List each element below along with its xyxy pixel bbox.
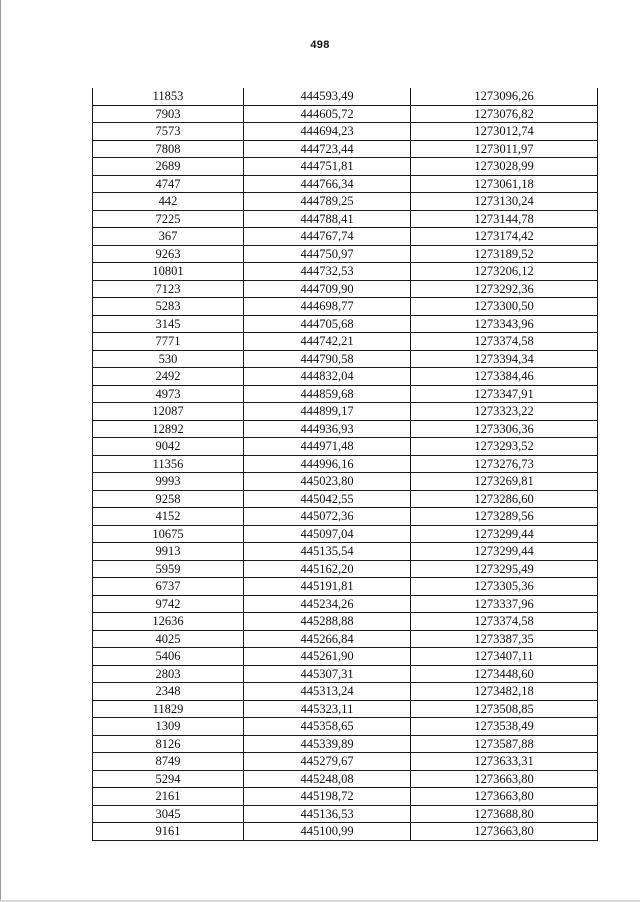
x-coordinate-cell: 444766,34: [244, 175, 411, 193]
point-number-cell: 9993: [93, 473, 244, 491]
point-number-cell: 11829: [93, 700, 244, 718]
point-number-cell: 2348: [93, 683, 244, 701]
x-coordinate-cell: 445042,55: [244, 490, 411, 508]
x-coordinate-cell: 445307,31: [244, 665, 411, 683]
y-coordinate-cell: 1273323,22: [411, 403, 598, 421]
table-row: [93, 88, 598, 105]
y-coordinate-cell: 1273269,81: [411, 473, 598, 491]
y-coordinate-cell: 1273144,78: [411, 210, 598, 228]
table-row: [93, 473, 598, 491]
table-row: [93, 140, 598, 158]
point-number-cell: 442: [93, 193, 244, 211]
y-coordinate-cell: 1273286,60: [411, 490, 598, 508]
table-row: [93, 350, 598, 368]
y-coordinate-cell: 1273384,46: [411, 368, 598, 386]
x-coordinate-cell: 444789,25: [244, 193, 411, 211]
point-number-cell: 9913: [93, 543, 244, 561]
y-coordinate-cell: 1273688,80: [411, 805, 598, 823]
y-coordinate-cell: 1273293,52: [411, 438, 598, 456]
table-row: [93, 770, 598, 788]
y-coordinate-cell: 1273343,96: [411, 315, 598, 333]
point-number-cell: 4025: [93, 630, 244, 648]
table-row: [93, 700, 598, 718]
point-number-cell: 8126: [93, 735, 244, 753]
page-number: 498: [310, 39, 330, 51]
table-row: [93, 368, 598, 386]
point-number-cell: 10675: [93, 525, 244, 543]
x-coordinate-cell: 444996,16: [244, 455, 411, 473]
y-coordinate-cell: 1273276,73: [411, 455, 598, 473]
x-coordinate-cell: 445248,08: [244, 770, 411, 788]
table-row: [93, 298, 598, 316]
table-row: [93, 403, 598, 421]
x-coordinate-cell: 444859,68: [244, 385, 411, 403]
y-coordinate-cell: 1273663,80: [411, 823, 598, 841]
table-row: [93, 823, 598, 841]
table-row: [93, 788, 598, 806]
point-number-cell: 12087: [93, 403, 244, 421]
x-coordinate-cell: 445135,54: [244, 543, 411, 561]
x-coordinate-cell: 445261,90: [244, 648, 411, 666]
table-row: [93, 630, 598, 648]
table-row: [93, 245, 598, 263]
point-number-cell: 9742: [93, 595, 244, 613]
y-coordinate-cell: 1273305,36: [411, 578, 598, 596]
y-coordinate-cell: 1273508,85: [411, 700, 598, 718]
table-row: [93, 333, 598, 351]
table-row: [93, 455, 598, 473]
x-coordinate-cell: 444698,77: [244, 298, 411, 316]
point-number-cell: 5283: [93, 298, 244, 316]
y-coordinate-cell: 1273130,24: [411, 193, 598, 211]
y-coordinate-cell: 1273337,96: [411, 595, 598, 613]
point-number-cell: 2161: [93, 788, 244, 806]
y-coordinate-cell: 1273299,44: [411, 525, 598, 543]
coordinates-table-body: [93, 88, 598, 840]
y-coordinate-cell: 1273538,49: [411, 718, 598, 736]
x-coordinate-cell: 444971,48: [244, 438, 411, 456]
x-coordinate-cell: 445313,24: [244, 683, 411, 701]
table-row: [93, 753, 598, 771]
point-number-cell: 9263: [93, 245, 244, 263]
y-coordinate-cell: 1273174,42: [411, 228, 598, 246]
x-coordinate-cell: 445288,88: [244, 613, 411, 631]
table-row: [93, 123, 598, 141]
y-coordinate-cell: 1273587,88: [411, 735, 598, 753]
x-coordinate-cell: 444790,58: [244, 350, 411, 368]
x-coordinate-cell: 445136,53: [244, 805, 411, 823]
x-coordinate-cell: 444936,93: [244, 420, 411, 438]
x-coordinate-cell: 444742,21: [244, 333, 411, 351]
x-coordinate-cell: 445323,11: [244, 700, 411, 718]
y-coordinate-cell: 1273482,18: [411, 683, 598, 701]
table-row: [93, 735, 598, 753]
x-coordinate-cell: 444750,97: [244, 245, 411, 263]
point-number-cell: 11356: [93, 455, 244, 473]
y-coordinate-cell: 1273387,35: [411, 630, 598, 648]
y-coordinate-cell: 1273374,58: [411, 333, 598, 351]
table-row: [93, 438, 598, 456]
y-coordinate-cell: 1273295,49: [411, 560, 598, 578]
x-coordinate-cell: 444732,53: [244, 263, 411, 281]
table-row: [93, 228, 598, 246]
x-coordinate-cell: 444767,74: [244, 228, 411, 246]
y-coordinate-cell: 1273076,82: [411, 105, 598, 123]
table-row: [93, 175, 598, 193]
point-number-cell: 367: [93, 228, 244, 246]
x-coordinate-cell: 444705,68: [244, 315, 411, 333]
table-row: [93, 193, 598, 211]
y-coordinate-cell: 1273289,56: [411, 508, 598, 526]
table-row: [93, 683, 598, 701]
point-number-cell: 11853: [93, 88, 244, 105]
x-coordinate-cell: 445358,65: [244, 718, 411, 736]
point-number-cell: 8749: [93, 753, 244, 771]
point-number-cell: 2492: [93, 368, 244, 386]
point-number-cell: 2803: [93, 665, 244, 683]
x-coordinate-cell: 445097,04: [244, 525, 411, 543]
y-coordinate-cell: 1273394,34: [411, 350, 598, 368]
y-coordinate-cell: 1273061,18: [411, 175, 598, 193]
point-number-cell: 12892: [93, 420, 244, 438]
table-row: [93, 525, 598, 543]
point-number-cell: 3045: [93, 805, 244, 823]
table-row: [93, 315, 598, 333]
x-coordinate-cell: 444593,49: [244, 88, 411, 105]
y-coordinate-cell: 1273663,80: [411, 770, 598, 788]
x-coordinate-cell: 444723,44: [244, 140, 411, 158]
x-coordinate-cell: 444832,04: [244, 368, 411, 386]
point-number-cell: 7771: [93, 333, 244, 351]
x-coordinate-cell: 445072,36: [244, 508, 411, 526]
y-coordinate-cell: 1273663,80: [411, 788, 598, 806]
table-row: [93, 578, 598, 596]
y-coordinate-cell: 1273448,60: [411, 665, 598, 683]
x-coordinate-cell: 444751,81: [244, 158, 411, 176]
y-coordinate-cell: 1273206,12: [411, 263, 598, 281]
table-row: [93, 105, 598, 123]
y-coordinate-cell: 1273374,58: [411, 613, 598, 631]
x-coordinate-cell: 445234,26: [244, 595, 411, 613]
point-number-cell: 6737: [93, 578, 244, 596]
x-coordinate-cell: 445100,99: [244, 823, 411, 841]
x-coordinate-cell: 445162,20: [244, 560, 411, 578]
point-number-cell: 12636: [93, 613, 244, 631]
table-row: [93, 543, 598, 561]
y-coordinate-cell: 1273299,44: [411, 543, 598, 561]
y-coordinate-cell: 1273306,36: [411, 420, 598, 438]
table-row: [93, 613, 598, 631]
table-row: [93, 718, 598, 736]
table-row: [93, 665, 598, 683]
y-coordinate-cell: 1273012,74: [411, 123, 598, 141]
point-number-cell: 9042: [93, 438, 244, 456]
point-number-cell: 2689: [93, 158, 244, 176]
point-number-cell: 530: [93, 350, 244, 368]
x-coordinate-cell: 445198,72: [244, 788, 411, 806]
x-coordinate-cell: 445266,84: [244, 630, 411, 648]
y-coordinate-cell: 1273189,52: [411, 245, 598, 263]
table-row: [93, 595, 598, 613]
y-coordinate-cell: 1273028,99: [411, 158, 598, 176]
page-edge: [0, 0, 1, 902]
point-number-cell: 5406: [93, 648, 244, 666]
table-row: [93, 385, 598, 403]
y-coordinate-cell: 1273300,50: [411, 298, 598, 316]
y-coordinate-cell: 1273407,11: [411, 648, 598, 666]
table-row: [93, 420, 598, 438]
point-number-cell: 10801: [93, 263, 244, 281]
y-coordinate-cell: 1273292,36: [411, 280, 598, 298]
table-row: [93, 508, 598, 526]
x-coordinate-cell: 445339,89: [244, 735, 411, 753]
y-coordinate-cell: 1273011,97: [411, 140, 598, 158]
table-row: [93, 280, 598, 298]
x-coordinate-cell: 444788,41: [244, 210, 411, 228]
point-number-cell: 5959: [93, 560, 244, 578]
point-number-cell: 7903: [93, 105, 244, 123]
x-coordinate-cell: 444694,23: [244, 123, 411, 141]
point-number-cell: 3145: [93, 315, 244, 333]
point-number-cell: 9161: [93, 823, 244, 841]
table-row: [93, 805, 598, 823]
x-coordinate-cell: 445279,67: [244, 753, 411, 771]
x-coordinate-cell: 445023,80: [244, 473, 411, 491]
coordinates-table-container: [92, 88, 594, 841]
table-row: [93, 158, 598, 176]
point-number-cell: 9258: [93, 490, 244, 508]
point-number-cell: 5294: [93, 770, 244, 788]
y-coordinate-cell: 1273347,91: [411, 385, 598, 403]
x-coordinate-cell: 444709,90: [244, 280, 411, 298]
y-coordinate-cell: 1273633,31: [411, 753, 598, 771]
x-coordinate-cell: 444899,17: [244, 403, 411, 421]
table-row: [93, 210, 598, 228]
point-number-cell: 7123: [93, 280, 244, 298]
x-coordinate-cell: 444605,72: [244, 105, 411, 123]
x-coordinate-cell: 445191,81: [244, 578, 411, 596]
point-number-cell: 7573: [93, 123, 244, 141]
y-coordinate-cell: 1273096,26: [411, 88, 598, 105]
point-number-cell: 7225: [93, 210, 244, 228]
point-number-cell: 7808: [93, 140, 244, 158]
point-number-cell: 4973: [93, 385, 244, 403]
table-row: [93, 648, 598, 666]
point-number-cell: 4747: [93, 175, 244, 193]
point-number-cell: 4152: [93, 508, 244, 526]
point-number-cell: 1309: [93, 718, 244, 736]
table-row: [93, 560, 598, 578]
coordinates-table: [92, 88, 598, 841]
table-row: [93, 263, 598, 281]
table-row: [93, 490, 598, 508]
